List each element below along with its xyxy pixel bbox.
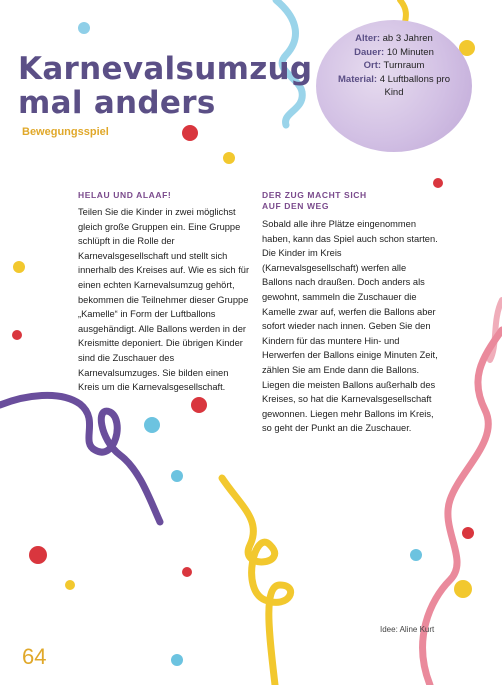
info-label: Ort: [363,60,382,71]
info-value: 4 Luftballons pro Kind [379,73,450,98]
section-heading-1: HELAU UND ALAAF! [78,190,172,200]
purple-streamer-left [0,395,160,522]
section-body-2: Sobald alle ihre Plätze eingenommen haben, kann das Spiel auch schon starten. Die Kinder im Kreis (Karnevalsgesellschaft) werfen alle Ballons nach draußen. Doch anders als gewohnt, sammeln die Zuschauer die Kamelle zwar auf, werfen die Ballons aber sofort wieder nach innen. Geben Sie den Kindern für das muntere Hin- und Herwerfen der Ballons einige Minuten Zeit, zählen Sie am Ende dann die Ballons. Liegen die meisten Ballons außerhalb des Kreises, so hat die Karnevalsgesellschaft gewonnen. Liegen mehr Ballons im Kreis, so geht der Punkt an die Zuschauer. [262,219,438,434]
info-value: Turnraum [383,60,425,71]
page-number: 64 [22,644,47,669]
info-row-age [316,32,472,46]
confetti-dot [454,580,472,598]
confetti-dot [410,549,422,561]
info-value: 10 Minuten [386,46,434,58]
subtitle: Bewegungsspiel [22,126,109,138]
confetti-dot [12,330,22,340]
section-heading-2 [262,190,367,212]
confetti-dot [144,417,160,433]
info-row-duration [316,46,472,60]
info-label: Alter: [355,33,380,44]
title-line-1: Karnevalsumzug [18,51,313,87]
info-value: ab 3 Jahren [382,33,433,44]
info-label: Material: [338,73,378,85]
info-label: Dauer: [354,46,385,58]
credit: Idee: Aline Kurt [380,625,435,634]
section-heading-2-line-1: DER ZUG MACHT SICH [262,190,367,200]
confetti-dot [462,527,474,539]
confetti-dot [65,580,75,590]
confetti-dot [182,125,198,141]
confetti-dot [78,22,90,34]
confetti-dot [171,654,183,666]
page-title [18,52,312,120]
confetti-dot [171,470,183,482]
confetti-dot [29,546,47,564]
confetti-dot [13,261,25,273]
info-bubble [316,20,472,152]
confetti-dot [182,567,192,577]
confetti-dot [191,397,207,413]
section-heading-2-line-2: AUF DEN WEG [262,201,330,211]
title-line-2: mal anders [18,85,216,121]
yellow-streamer-bottom [222,478,291,685]
info-row-location [316,59,472,73]
confetti-dot [433,178,443,188]
confetti-dot [223,152,235,164]
info-row-material [316,73,472,100]
section-body-1: Teilen Sie die Kinder in zwei möglichst gleich große Gruppen ein. Eine Gruppe schlüpft in die Rolle der Karnevalsgesellschaft und stellt sich innerhalb des Kreises auf. Wie es sich für einen echten Karnevalsumzug gehört, bekommen die Teilnehmer dieser Gruppe „Kamelle“ in Form der Luftballons ausgehändigt. Alle Ballons werden in der Kreismitte deponiert. Die übrigen Kinder sind die Zuschauer des Karnevalsumzuges. Sie bilden einen Kreis um die Karnevalsgesellschaft. [78,207,250,393]
